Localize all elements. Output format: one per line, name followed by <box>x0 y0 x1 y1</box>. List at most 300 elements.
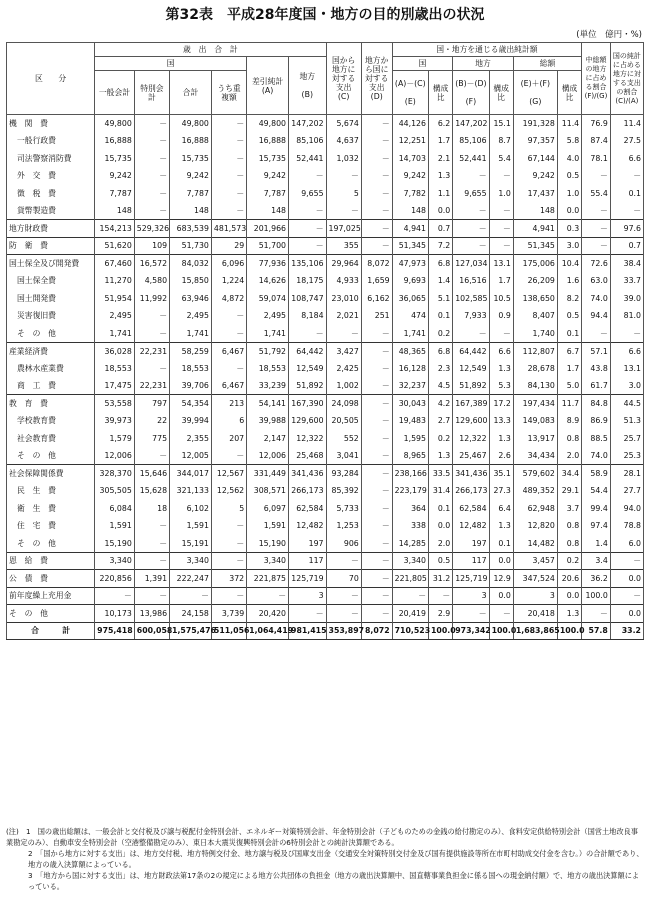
cell-value: 0.7 <box>428 220 452 238</box>
cell-value: － <box>361 115 392 133</box>
row-label: 民 生 費 <box>7 482 95 500</box>
row-label: 農林水産業費 <box>7 360 95 378</box>
cell-value: 78.8 <box>610 517 643 535</box>
cell-value: 9,242 <box>170 167 212 185</box>
cell-value: 12,322 <box>289 430 327 448</box>
cell-value: 62,584 <box>453 500 489 518</box>
cell-value: 18,175 <box>289 272 327 290</box>
cell-value: 15,735 <box>95 150 135 168</box>
cell-value: － <box>361 220 392 238</box>
cell-value: 87.4 <box>582 132 611 150</box>
cell-value: 54,354 <box>170 395 212 413</box>
cell-value: 3 <box>513 587 557 605</box>
header-kuni-tokei: 国の純計に占める地方に対する支出の割合 (C)/(A) <box>610 43 643 115</box>
cell-value: 321,133 <box>170 482 212 500</box>
cell-value: 1,064,419 <box>247 622 289 640</box>
cell-value: 6.6 <box>489 342 513 360</box>
cell-value: 47,973 <box>392 255 428 273</box>
cell-value: 12,006 <box>247 447 289 465</box>
row-label: 徴 税 費 <box>7 185 95 203</box>
cell-value: 39,973 <box>95 412 135 430</box>
cell-value: 81.0 <box>610 307 643 325</box>
row-label: 外 交 費 <box>7 167 95 185</box>
cell-value: 6,096 <box>211 255 246 273</box>
cell-value: 9,242 <box>392 167 428 185</box>
cell-value: 18 <box>134 500 169 518</box>
cell-value: 338 <box>392 517 428 535</box>
table-row <box>7 552 644 570</box>
cell-value: 1,741 <box>170 325 212 343</box>
cell-value: － <box>361 412 392 430</box>
cell-value: 797 <box>134 395 169 413</box>
row-label: 国土保全費 <box>7 272 95 290</box>
cell-value: 44.5 <box>610 395 643 413</box>
cell-value: 76.9 <box>582 115 611 133</box>
cell-value: － <box>289 167 327 185</box>
cell-value: 1.4 <box>582 535 611 553</box>
cell-value: － <box>361 447 392 465</box>
cell-value: 14,482 <box>513 535 557 553</box>
header-junkei-chiho: 地方 <box>453 57 514 71</box>
cell-value: 5.3 <box>489 377 513 395</box>
cell-value: － <box>134 115 169 133</box>
cell-value: 6.7 <box>557 342 581 360</box>
cell-value: 710,523 <box>392 622 428 640</box>
cell-value: 85,392 <box>326 482 361 500</box>
cell-value: － <box>134 325 169 343</box>
cell-value: 1,659 <box>361 272 392 290</box>
table-row <box>7 237 644 255</box>
cell-value: － <box>211 167 246 185</box>
cell-value: 34,434 <box>513 447 557 465</box>
cell-value: 12,322 <box>453 430 489 448</box>
cell-value: 6.6 <box>610 150 643 168</box>
cell-value: 54.4 <box>582 482 611 500</box>
cell-value: 129,600 <box>289 412 327 430</box>
cell-value: 17,475 <box>95 377 135 395</box>
cell-value: 70 <box>326 570 361 588</box>
cell-value: 197 <box>289 535 327 553</box>
cell-value: 97.6 <box>610 220 643 238</box>
cell-value: 481,573 <box>211 220 246 238</box>
cell-value: 74.0 <box>582 290 611 308</box>
cell-value: － <box>361 185 392 203</box>
cell-value: 981,415 <box>289 622 327 640</box>
cell-value: 221,875 <box>247 570 289 588</box>
header-kosei2: 構成比 <box>489 71 513 115</box>
cell-value: 1.3 <box>489 430 513 448</box>
cell-value: 1.0 <box>557 185 581 203</box>
cell-value: 59,074 <box>247 290 289 308</box>
cell-value: 15,646 <box>134 465 169 483</box>
table-row <box>7 500 644 518</box>
cell-value: － <box>134 150 169 168</box>
cell-value: 8.9 <box>557 412 581 430</box>
cell-value: 9,242 <box>247 167 289 185</box>
cell-value: 3,739 <box>211 605 246 623</box>
cell-value: 51,730 <box>170 237 212 255</box>
cell-value: 1,002 <box>326 377 361 395</box>
cell-value: 1,224 <box>211 272 246 290</box>
cell-value: 16,888 <box>247 132 289 150</box>
cell-value: 191,328 <box>513 115 557 133</box>
cell-value: 1,741 <box>392 325 428 343</box>
cell-value: 552 <box>326 430 361 448</box>
cell-value: 7,782 <box>392 185 428 203</box>
cell-value: 35.1 <box>489 465 513 483</box>
cell-value: 13,917 <box>513 430 557 448</box>
cell-value: 16,516 <box>453 272 489 290</box>
cell-value: 24,158 <box>170 605 212 623</box>
cell-value: 38.4 <box>610 255 643 273</box>
header-kuni: 国 <box>95 57 247 71</box>
cell-value: 2,495 <box>95 307 135 325</box>
cell-value: 22,231 <box>134 377 169 395</box>
cell-value: 3,340 <box>392 552 428 570</box>
cell-value: 154,213 <box>95 220 135 238</box>
row-label: 貨幣製造費 <box>7 202 95 220</box>
cell-value: 13,986 <box>134 605 169 623</box>
cell-value: 4,637 <box>326 132 361 150</box>
cell-value: 4.2 <box>428 395 452 413</box>
cell-value: － <box>211 360 246 378</box>
footnote-3: 3 「地方から国に対する支出」は、地方財政法第17条の2の規定による地方公共団体の負担金（地方の歳出決算額中、国直轄事業負担金に係る国への現金納付額）で、地方の歳出決算額によっている。 <box>28 871 640 891</box>
cell-value: 49,800 <box>95 115 135 133</box>
cell-value: 4,580 <box>134 272 169 290</box>
cell-value: 149,083 <box>513 412 557 430</box>
cell-value: 148 <box>170 202 212 220</box>
cell-value: 1.7 <box>557 360 581 378</box>
cell-value: 20,505 <box>326 412 361 430</box>
cell-value: 84,130 <box>513 377 557 395</box>
cell-value: 12,549 <box>453 360 489 378</box>
cell-value: 0.5 <box>557 167 581 185</box>
cell-value: － <box>326 325 361 343</box>
cell-value: － <box>134 202 169 220</box>
cell-value: 14,703 <box>392 150 428 168</box>
table-row <box>7 150 644 168</box>
cell-value: 23,010 <box>326 290 361 308</box>
table-row <box>7 307 644 325</box>
cell-value: 600,058 <box>134 622 169 640</box>
cell-value: 0.0 <box>557 202 581 220</box>
cell-value: 18,553 <box>170 360 212 378</box>
cell-value: 4,872 <box>211 290 246 308</box>
cell-value: 39,994 <box>170 412 212 430</box>
cell-value: 78.1 <box>582 150 611 168</box>
cell-value: 5.8 <box>557 132 581 150</box>
cell-value: － <box>361 342 392 360</box>
cell-value: 16,572 <box>134 255 169 273</box>
cell-value: 3,340 <box>247 552 289 570</box>
cell-value: 148 <box>247 202 289 220</box>
cell-value: 5.1 <box>428 290 452 308</box>
cell-value: 31.4 <box>428 482 452 500</box>
cell-value: 0.5 <box>557 307 581 325</box>
cell-value: 6 <box>211 412 246 430</box>
cell-value: 51,620 <box>95 237 135 255</box>
cell-value: 1.3 <box>428 167 452 185</box>
cell-value: 6.4 <box>489 500 513 518</box>
row-label: 恩 給 費 <box>7 552 95 570</box>
cell-value: － <box>610 325 643 343</box>
cell-value: 6,084 <box>95 500 135 518</box>
cell-value: 1,575,476 <box>170 622 212 640</box>
cell-value: 11,270 <box>95 272 135 290</box>
cell-value: 62,948 <box>513 500 557 518</box>
cell-value: 147,202 <box>453 115 489 133</box>
cell-value: 223,179 <box>392 482 428 500</box>
cell-value: 5 <box>211 500 246 518</box>
cell-value: － <box>610 167 643 185</box>
cell-value: 25.7 <box>610 430 643 448</box>
row-label: そ の 他 <box>7 605 95 623</box>
cell-value: － <box>610 202 643 220</box>
cell-value: 51,345 <box>392 237 428 255</box>
cell-value: 31.2 <box>428 570 452 588</box>
cell-value: 353,897 <box>326 622 361 640</box>
cell-value: 20,418 <box>513 605 557 623</box>
cell-value: 2.1 <box>428 150 452 168</box>
cell-value: 18,553 <box>95 360 135 378</box>
cell-value: 1,595 <box>392 430 428 448</box>
cell-value: 3,340 <box>95 552 135 570</box>
header-chuo: 中総額の地方に占める割合 (F)/(G) <box>582 43 611 115</box>
cell-value: － <box>211 535 246 553</box>
table-row <box>7 482 644 500</box>
cell-value: 8,407 <box>513 307 557 325</box>
cell-value: 22 <box>134 412 169 430</box>
table-row <box>7 360 644 378</box>
cell-value: 975,418 <box>95 622 135 640</box>
cell-value: 20,420 <box>247 605 289 623</box>
cell-value: 207 <box>211 430 246 448</box>
cell-value: 167,389 <box>453 395 489 413</box>
cell-value: － <box>610 552 643 570</box>
cell-value: 0.8 <box>557 430 581 448</box>
table-row <box>7 290 644 308</box>
cell-value: － <box>453 325 489 343</box>
cell-value: － <box>361 517 392 535</box>
cell-value: 100.0 <box>489 622 513 640</box>
table-row <box>7 447 644 465</box>
cell-value: 27.7 <box>610 482 643 500</box>
cell-value: － <box>361 202 392 220</box>
cell-value: 52,441 <box>289 150 327 168</box>
cell-value: － <box>289 325 327 343</box>
cell-value: － <box>211 447 246 465</box>
cell-value: 9,655 <box>453 185 489 203</box>
cell-value: － <box>453 605 489 623</box>
cell-value: － <box>582 167 611 185</box>
cell-value: 148 <box>513 202 557 220</box>
cell-value: 5.4 <box>489 150 513 168</box>
cell-value: － <box>134 447 169 465</box>
table-row <box>7 132 644 150</box>
cell-value: 28.1 <box>610 465 643 483</box>
data-table <box>6 42 644 640</box>
cell-value: 220,856 <box>95 570 135 588</box>
cell-value: 3,457 <box>513 552 557 570</box>
cell-value: 14,285 <box>392 535 428 553</box>
cell-value: 5,733 <box>326 500 361 518</box>
cell-value: － <box>134 307 169 325</box>
cell-value: 0.0 <box>428 517 452 535</box>
cell-value: 100.0 <box>582 587 611 605</box>
cell-value: 97,357 <box>513 132 557 150</box>
cell-value: 1,579 <box>95 430 135 448</box>
cell-value: － <box>211 587 246 605</box>
cell-value: 3,041 <box>326 447 361 465</box>
cell-value: 15,190 <box>95 535 135 553</box>
cell-value: 52,441 <box>453 150 489 168</box>
cell-value: 197 <box>453 535 489 553</box>
cell-value: － <box>134 535 169 553</box>
cell-value: 51,792 <box>247 342 289 360</box>
cell-value: 7,787 <box>170 185 212 203</box>
cell-value: 7.2 <box>428 237 452 255</box>
cell-value: 0.0 <box>610 605 643 623</box>
cell-value: 8,072 <box>361 255 392 273</box>
cell-value: 4.0 <box>557 150 581 168</box>
cell-value: 32,237 <box>392 377 428 395</box>
cell-value: 125,719 <box>453 570 489 588</box>
page-title: 第32表 平成28年度国・地方の目的別歳出の状況 <box>165 7 485 23</box>
cell-value: － <box>326 202 361 220</box>
cell-value: 7,787 <box>95 185 135 203</box>
cell-value: 28,678 <box>513 360 557 378</box>
cell-value: － <box>247 587 289 605</box>
cell-value: － <box>453 202 489 220</box>
cell-value: 2,425 <box>326 360 361 378</box>
cell-value: 489,352 <box>513 482 557 500</box>
table-row <box>7 412 644 430</box>
cell-value: 1.3 <box>489 517 513 535</box>
cell-value: 221,805 <box>392 570 428 588</box>
cell-value: 51,700 <box>247 237 289 255</box>
cell-value: 175,006 <box>513 255 557 273</box>
cell-value: 14,626 <box>247 272 289 290</box>
cell-value: 6.0 <box>610 535 643 553</box>
cell-value: 6,097 <box>247 500 289 518</box>
cell-value: 1.7 <box>489 272 513 290</box>
table-row <box>7 465 644 483</box>
cell-value: 6,467 <box>211 342 246 360</box>
cell-value: － <box>361 430 392 448</box>
cell-value: 0.7 <box>610 237 643 255</box>
cell-value: 6.6 <box>610 342 643 360</box>
cell-value: － <box>361 237 392 255</box>
cell-value: － <box>95 587 135 605</box>
cell-value: 0.2 <box>428 430 452 448</box>
cell-value: 17,437 <box>513 185 557 203</box>
cell-value: 5.0 <box>557 377 581 395</box>
cell-value: 266,173 <box>289 482 327 500</box>
cell-value: 3 <box>453 587 489 605</box>
cell-value: 29 <box>211 237 246 255</box>
table-row <box>7 115 644 133</box>
cell-value: 25,467 <box>453 447 489 465</box>
cell-value: 0.3 <box>557 220 581 238</box>
cell-value: 84,032 <box>170 255 212 273</box>
cell-value: 53,558 <box>95 395 135 413</box>
cell-value: 39,706 <box>170 377 212 395</box>
cell-value: 1.7 <box>428 132 452 150</box>
cell-value: 33.2 <box>610 622 643 640</box>
cell-value: 10,173 <box>95 605 135 623</box>
cell-value: 364 <box>392 500 428 518</box>
cell-value: － <box>489 605 513 623</box>
cell-value: 100.0 <box>557 622 581 640</box>
cell-value: 147,202 <box>289 115 327 133</box>
cell-value: 9,693 <box>392 272 428 290</box>
cell-value: 347,524 <box>513 570 557 588</box>
cell-value: － <box>326 552 361 570</box>
cell-value: 0.0 <box>557 587 581 605</box>
cell-value: 197,434 <box>513 395 557 413</box>
cell-value: － <box>211 307 246 325</box>
cell-value: 33.7 <box>610 272 643 290</box>
row-label: そ の 他 <box>7 535 95 553</box>
cell-value: 102,585 <box>453 290 489 308</box>
cell-value: 683,539 <box>170 220 212 238</box>
cell-value: 16,888 <box>95 132 135 150</box>
cell-value: 1,683,865 <box>513 622 557 640</box>
row-label: 合 計 <box>7 622 95 640</box>
cell-value: 49,800 <box>247 115 289 133</box>
cell-value: － <box>289 605 327 623</box>
cell-value: － <box>361 535 392 553</box>
cell-value: 117 <box>289 552 327 570</box>
cell-value: 1,740 <box>513 325 557 343</box>
header-kosei1: 構成比 <box>428 71 452 115</box>
cell-value: － <box>361 552 392 570</box>
cell-value: 197,025 <box>326 220 361 238</box>
cell-value: 8,184 <box>289 307 327 325</box>
cell-value: － <box>134 132 169 150</box>
header-kubun: 区 分 <box>7 43 95 115</box>
cell-value: 25.3 <box>610 447 643 465</box>
cell-value: 15.1 <box>489 115 513 133</box>
cell-value: 16,888 <box>170 132 212 150</box>
cell-value: 12,482 <box>289 517 327 535</box>
cell-value: 138,650 <box>513 290 557 308</box>
cell-value: 3.0 <box>610 377 643 395</box>
cell-value: 906 <box>326 535 361 553</box>
cell-value: 372 <box>211 570 246 588</box>
cell-value: 49,800 <box>170 115 212 133</box>
cell-value: 18,553 <box>247 360 289 378</box>
cell-value: 3 <box>289 587 327 605</box>
header-junkei-kuni: 国 <box>392 57 453 71</box>
cell-value: 63.0 <box>582 272 611 290</box>
cell-value: 2,495 <box>247 307 289 325</box>
cell-value: － <box>361 395 392 413</box>
row-label: 国土保全及び開発費 <box>7 255 95 273</box>
row-label: 災害復旧費 <box>7 307 95 325</box>
table-row <box>7 570 644 588</box>
cell-value: 26,209 <box>513 272 557 290</box>
cell-value: 29.1 <box>557 482 581 500</box>
row-label: 地方財政費 <box>7 220 95 238</box>
cell-value: 308,571 <box>247 482 289 500</box>
cell-value: 99.4 <box>582 500 611 518</box>
cell-value: 3.4 <box>582 552 611 570</box>
table-row <box>7 167 644 185</box>
cell-value: － <box>610 587 643 605</box>
cell-value: 67,460 <box>95 255 135 273</box>
cell-value: 0.1 <box>489 535 513 553</box>
